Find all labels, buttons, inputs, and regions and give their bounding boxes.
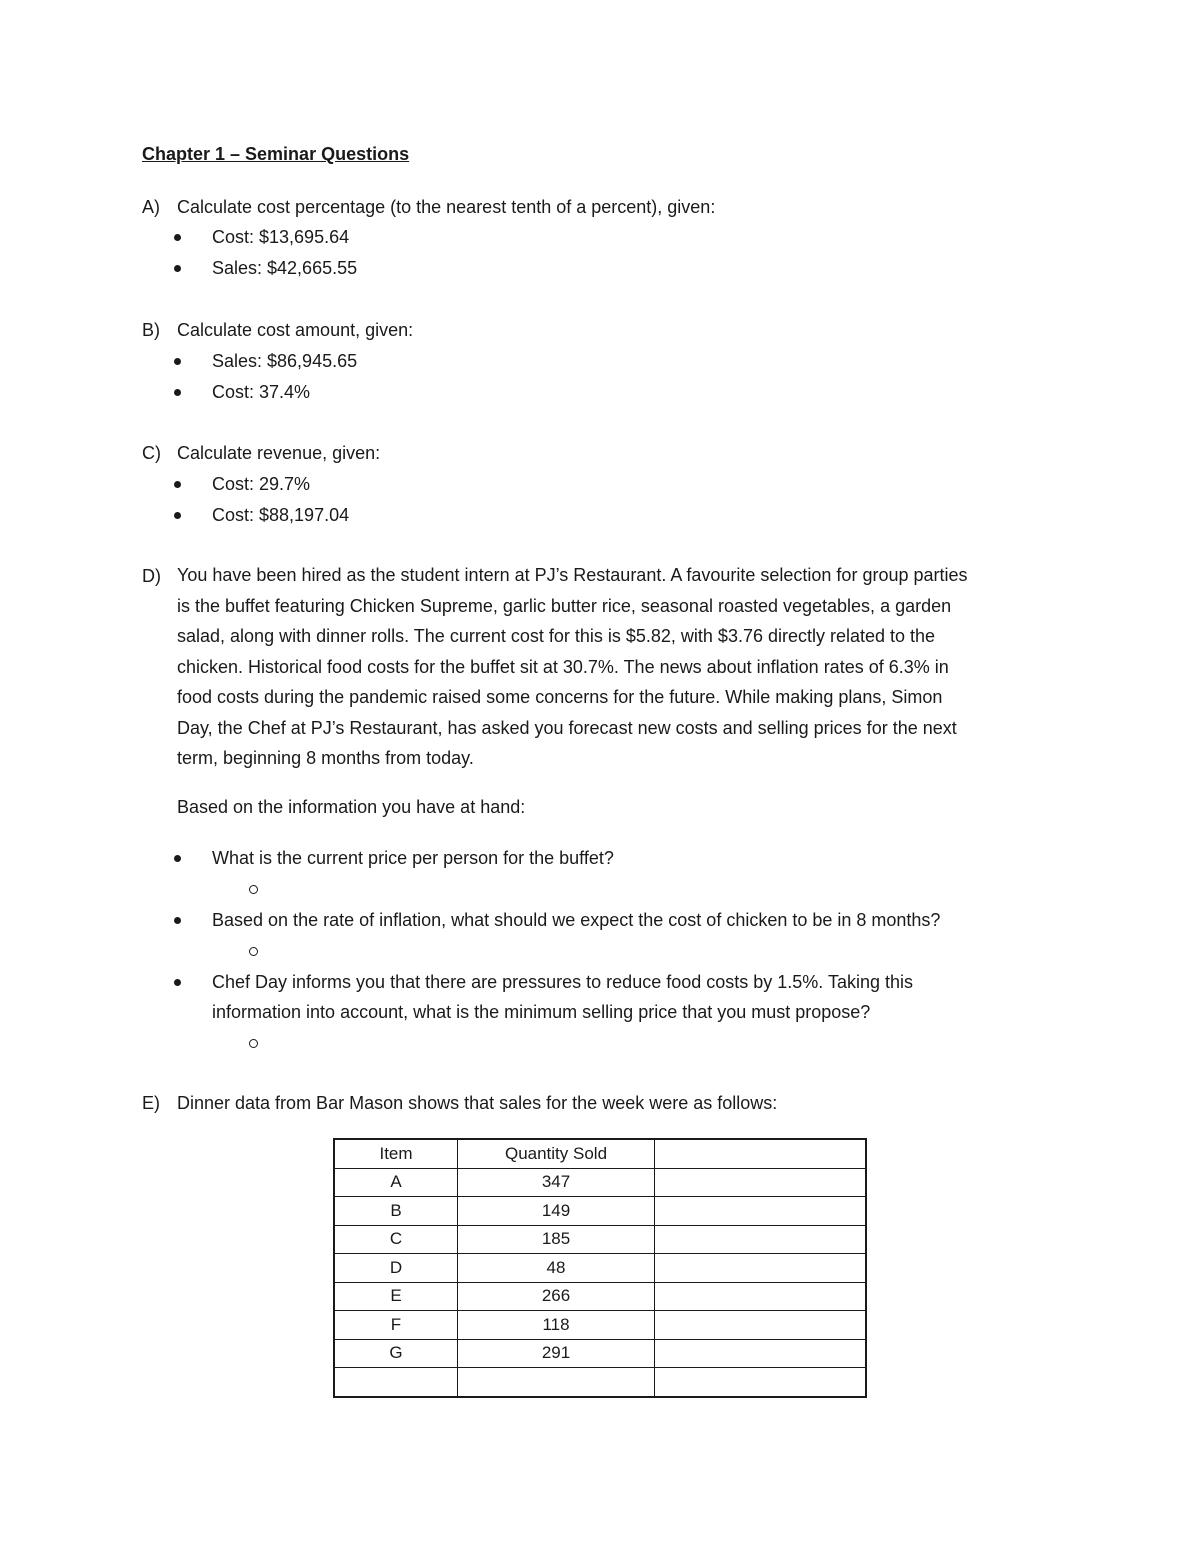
table-cell: C [334,1225,458,1254]
bullet-icon [174,234,181,241]
bullet-icon [174,481,181,488]
table-cell: A [334,1168,458,1197]
table-cell [458,1368,655,1397]
question-a-letter: A) [142,197,160,217]
table-cell [655,1225,867,1254]
question-e-text: Dinner data from Bar Mason shows that sales for the week were as follows: [177,1093,778,1113]
bullet-line: Chef Day informs you that there are pressures to reduce food costs by 1.5%. Taking this [212,972,914,992]
bullet-icon [174,389,181,396]
table-cell [655,1311,867,1340]
table-row [334,1254,866,1283]
question-a-bullet: Cost: $13,695.64 [212,227,350,247]
table-cell [334,1368,458,1397]
table-cell: E [334,1282,458,1311]
table-cell [655,1282,867,1311]
question-c-bullet: Cost: 29.7% [212,474,311,494]
table-cell: 347 [458,1168,655,1197]
question-c-letter: C) [142,443,161,463]
question-d-paragraph [177,560,1057,774]
paragraph-line: You have been hired as the student intern at PJ’s Restaurant. A favourite selection for group parties [177,565,968,585]
table-row [334,1368,866,1397]
table-row [334,1197,866,1226]
paragraph-line: food costs during the pandemic raised some concerns for the future. While making plans, Simon [177,687,943,707]
table-header-row [334,1139,866,1168]
bullet-icon [174,979,181,986]
bullet-icon [174,358,181,365]
table-header-cell [655,1139,867,1168]
table-cell [655,1168,867,1197]
table-cell: 185 [458,1225,655,1254]
paragraph-line: Day, the Chef at PJ’s Restaurant, has asked you forecast new costs and selling prices for the next [177,717,957,738]
table-row [334,1168,866,1197]
answer-circle-icon [249,947,258,956]
table-cell: G [334,1339,458,1368]
question-c-bullet: Cost: $88,197.04 [212,505,350,525]
question-b-text: Calculate cost amount, given: [177,320,414,340]
question-d-intro: Based on the information you have at hand: [177,797,526,817]
paragraph-line: chicken. Historical food costs for the buffet sit at 30.7%. The news about inflation rates of 6.3% in [177,656,949,677]
bullet-icon [174,265,181,272]
answer-circle-icon [249,885,258,894]
question-a-bullet: Sales: $42,665.55 [212,258,358,278]
bullet-icon [174,917,181,924]
table-cell: 149 [458,1197,655,1226]
table-header-cell: Quantity Sold [458,1139,655,1168]
question-d-bullet [212,967,1012,1027]
table-cell: F [334,1311,458,1340]
bullet-icon [174,855,181,862]
paragraph-line: term, beginning 8 months from today. [177,748,474,768]
question-d-bullet: Based on the rate of inflation, what should we expect the cost of chicken to be in 8 months? [212,910,941,930]
question-d-letter: D) [142,566,161,586]
table-cell: 118 [458,1311,655,1340]
answer-circle-icon [249,1039,258,1048]
question-a-text: Calculate cost percentage (to the nearest tenth of a percent), given: [177,197,716,217]
question-c-text: Calculate revenue, given: [177,443,381,463]
question-e-letter: E) [142,1093,160,1113]
sales-table [333,1138,867,1398]
table-cell [655,1197,867,1226]
table-cell [655,1254,867,1283]
question-b-bullet: Sales: $86,945.65 [212,351,358,371]
paragraph-line: is the buffet featuring Chicken Supreme, garlic butter rice, seasonal roasted vegetables, a garden [177,595,952,616]
table-cell: B [334,1197,458,1226]
table-header-cell: Item [334,1139,458,1168]
page-title: Chapter 1 – Seminar Questions [142,144,410,164]
table-row [334,1225,866,1254]
table-row [334,1282,866,1311]
paragraph-line: salad, along with dinner rolls. The current cost for this is $5.82, with $3.76 directly related to the [177,626,936,646]
question-d-bullet: What is the current price per person for the buffet? [212,848,614,868]
question-b-letter: B) [142,320,160,340]
table-row [334,1311,866,1340]
bullet-line: information into account, what is the minimum selling price that you must propose? [212,1002,871,1022]
table-cell: 266 [458,1282,655,1311]
table-cell [655,1368,867,1397]
table-cell [655,1339,867,1368]
question-b-bullet: Cost: 37.4% [212,382,311,402]
table-cell: D [334,1254,458,1283]
table-cell: 48 [458,1254,655,1283]
table-cell: 291 [458,1339,655,1368]
bullet-icon [174,512,181,519]
table-row [334,1339,866,1368]
